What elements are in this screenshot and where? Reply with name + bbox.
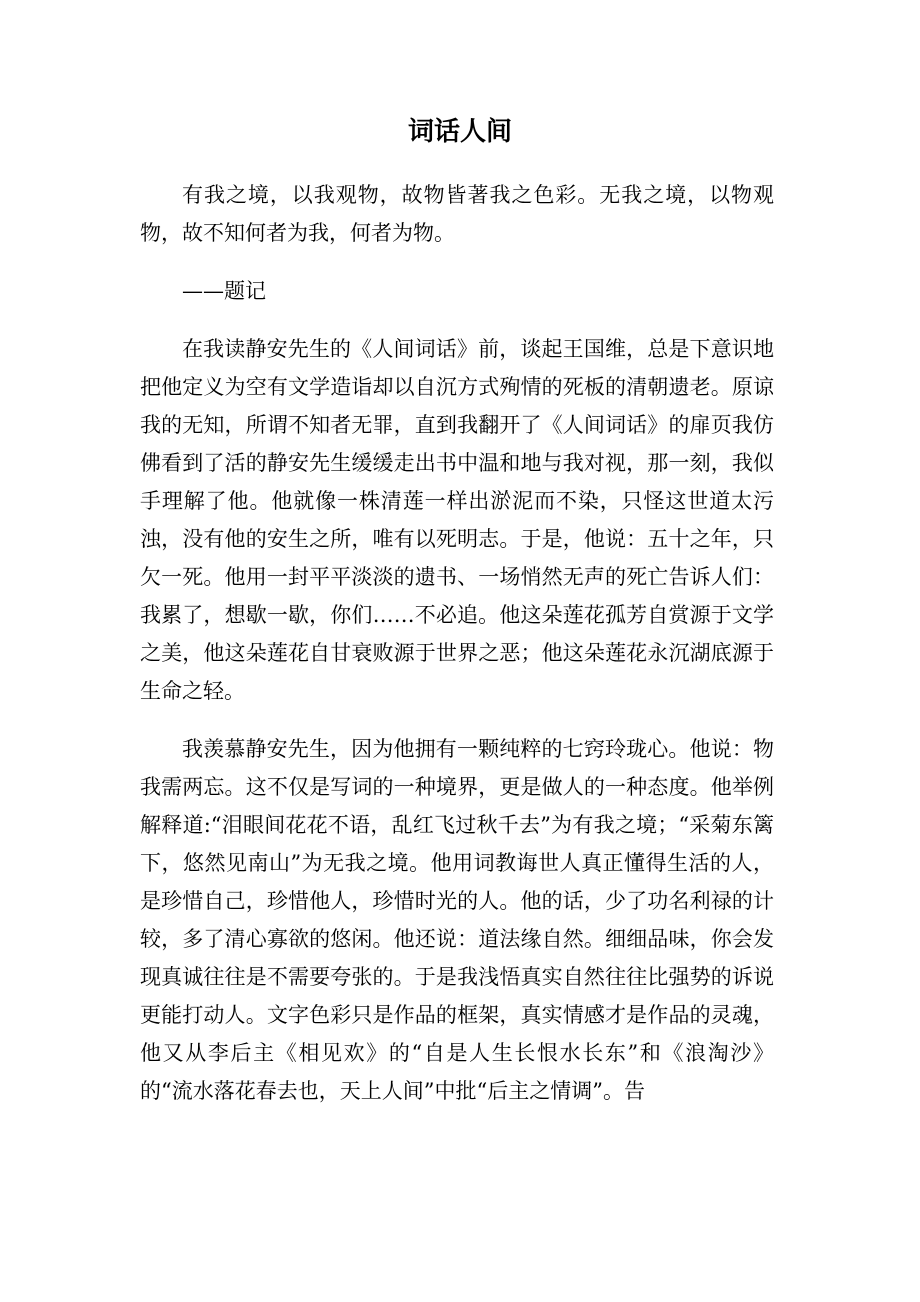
- document-body: [140, 176, 774, 1110]
- epigraph: 有我之境，以我观物，故物皆著我之色彩。无我之境，以物观物，故不知何者为我，何者为物。: [140, 183, 774, 245]
- body-paragraph: 我羡慕静安先生，因为他拥有一颗纯粹的七窍玲珑心。他说：物我需两忘。这不仅是写词的一种境界，更是做人的一种态度。他举例解释道:“泪眼间花花不语，乱红飞过秋千去”为有我之境；“采菊东篱下，悠然见南山”为无我之境。他用词教诲世人真正懂得生活的人，是珍惜自己，珍惜他人，珍惜时光的人。他的话，少了功名利禄的计较，多了清心寡欲的悠闲。他还说：道法缘自然。细细品味，你会发现真诚往往是不需要夸张的。于是我浅悟真实自然往往比强势的诉说更能打动人。文字色彩只是作品的框架，真实情感才是作品的灵魂，他又从李后主《相见欢》的“自是人生长恨水长东”和《浪淘沙》的“流水落花春去也，天上人间”中批“后主之情调”。告: [140, 737, 774, 1103]
- body-paragraph: 在我读静安先生的《人间词话》前，谈起王国维，总是下意识地把他定义为空有文学造诣却以自沉方式殉情的死板的清朝遗老。原谅我的无知，所谓不知者无罪，直到我翻开了《人间词话》的扉页我仿佛看到了活的静安先生缓缓走出书中温和地与我对视，那一刻，我似手理解了他。他就像一株清莲一样出淤泥而不染，只怪这世道太污浊，没有他的安生之所，唯有以死明志。于是，他说：五十之年，只欠一死。他用一封平平淡淡的遗书、一场悄然无声的死亡告诉人们：我累了，想歇一歇，你们……不必追。他这朵莲花孤芳自赏源于文学之美，他这朵莲花自甘衰败源于世界之恶；他这朵莲花永沉湖底源于生命之轻。: [140, 337, 774, 703]
- epigraph-signature: ——题记: [182, 279, 266, 303]
- document-title: 词话人间: [407, 117, 512, 147]
